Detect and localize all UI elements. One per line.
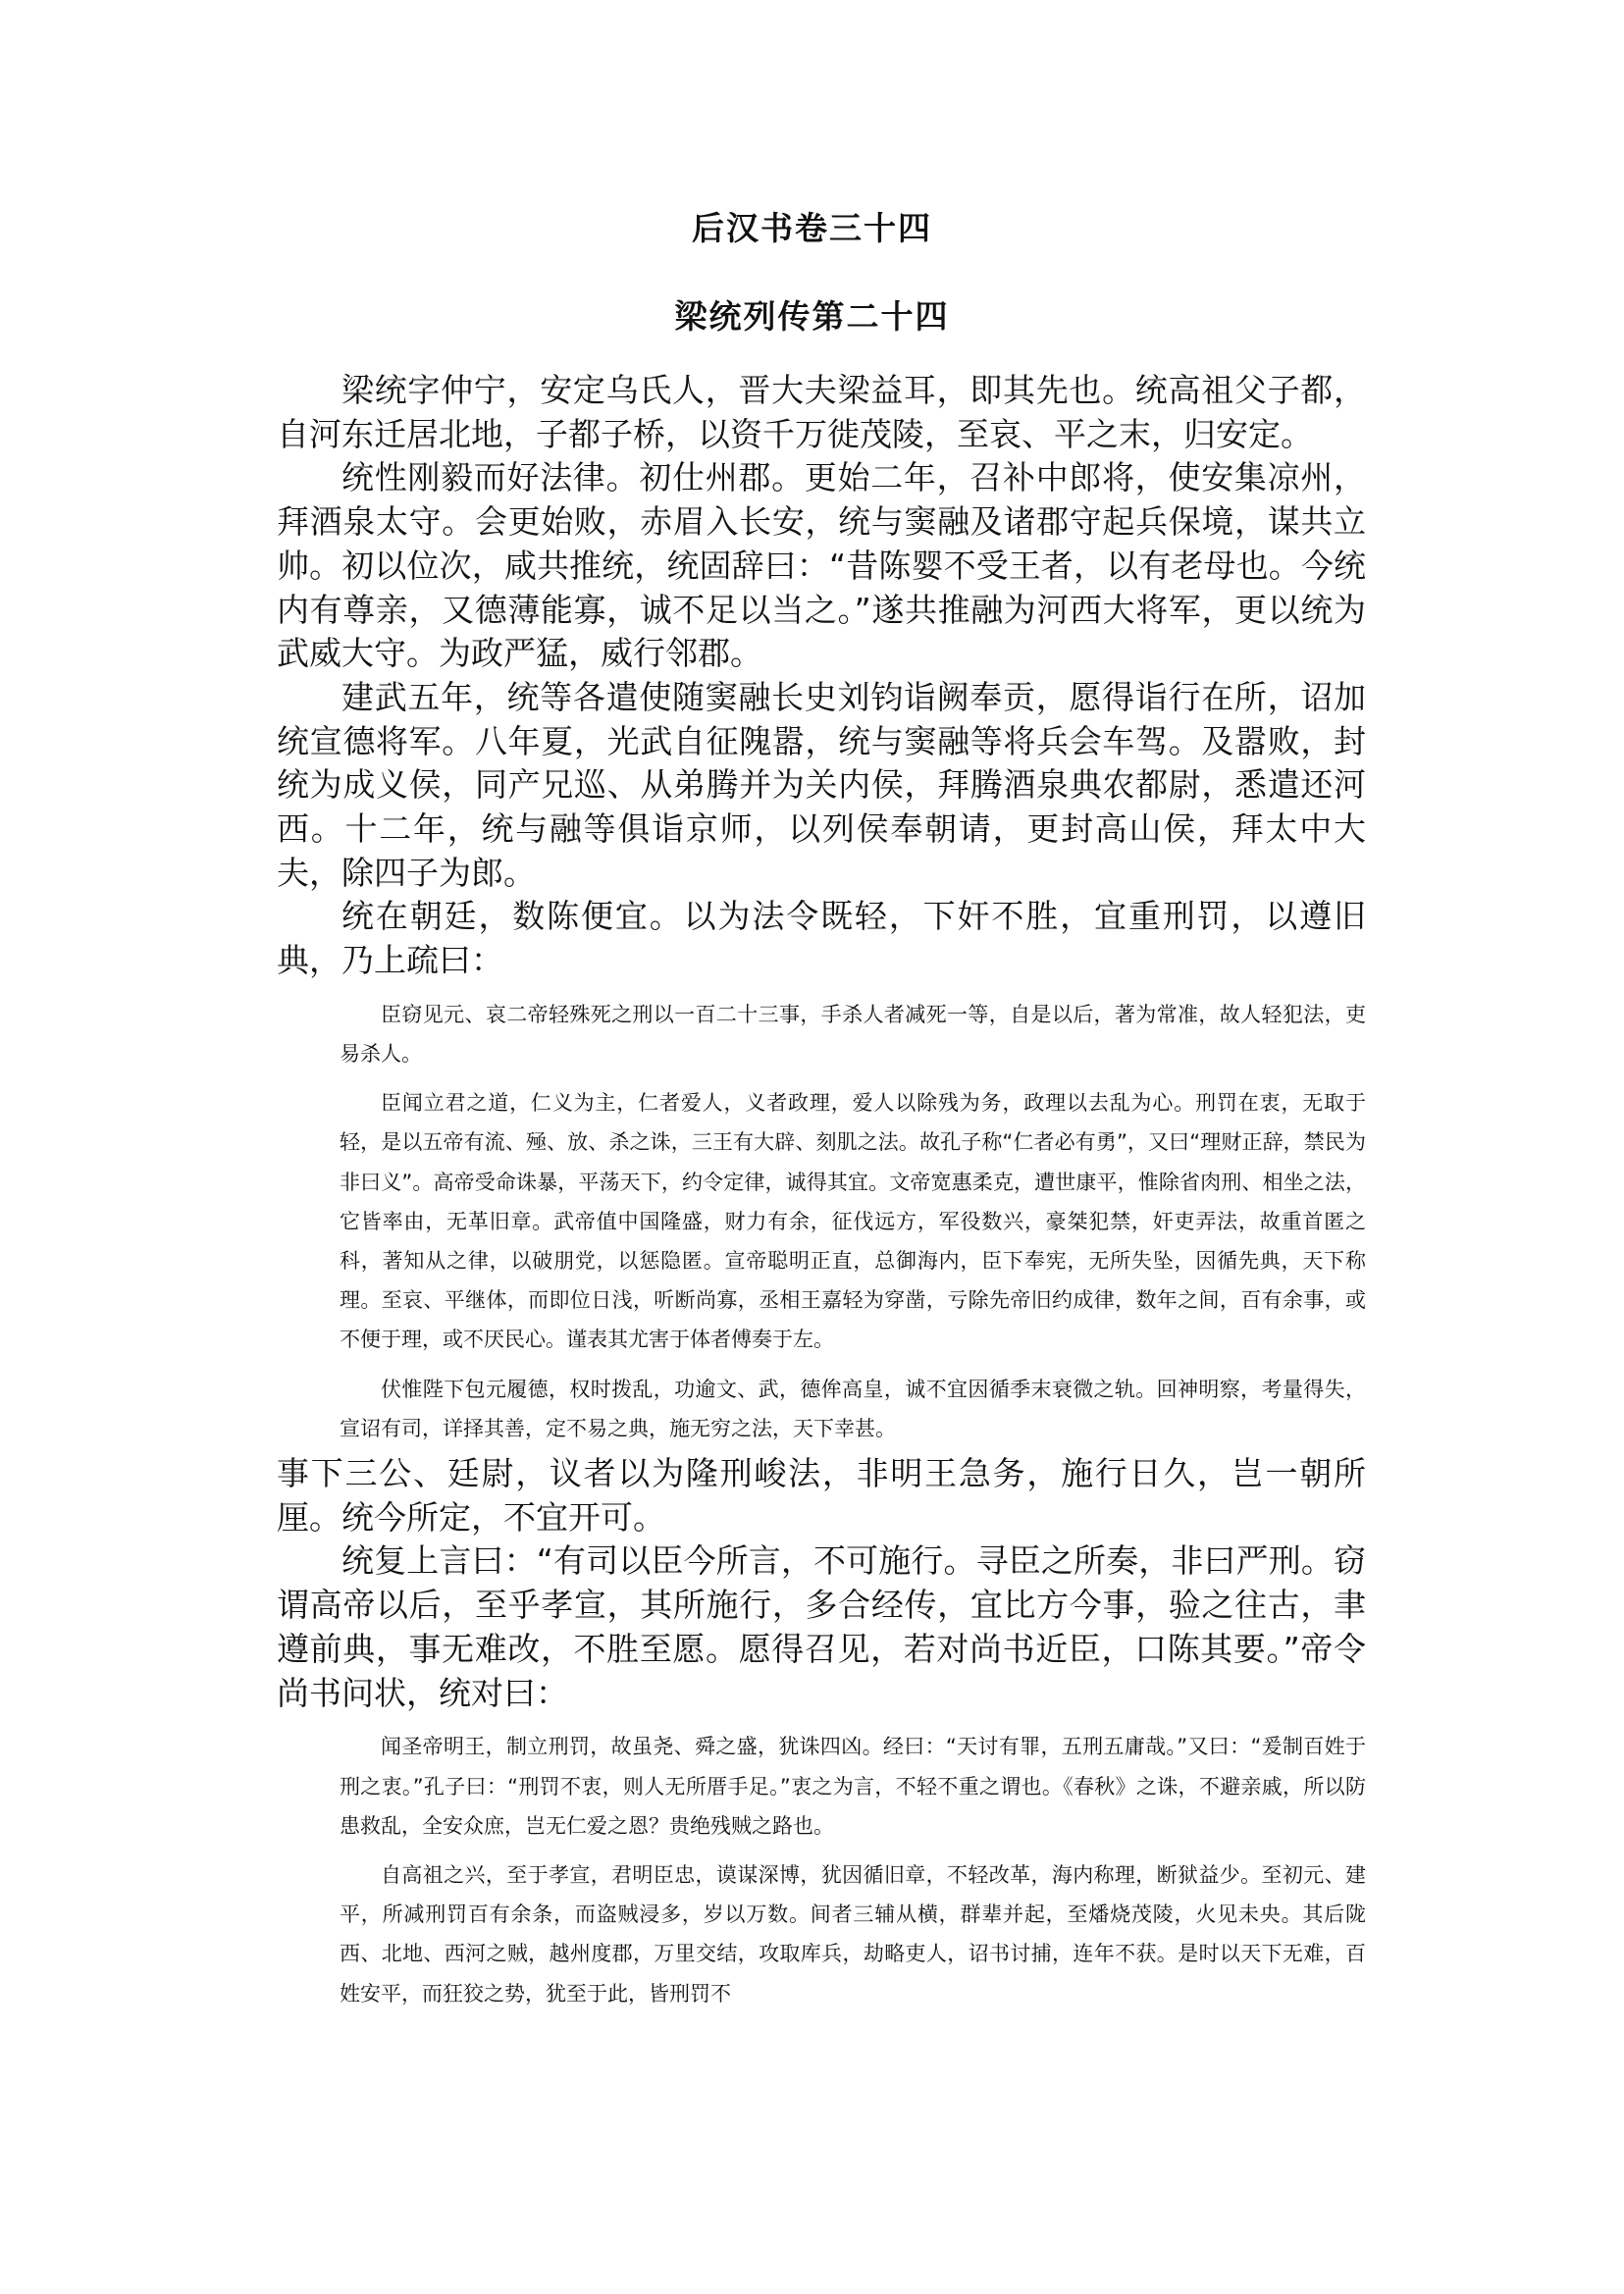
paragraph: 统复上言曰：“有司以臣今所言，不可施行。寻臣之所奏，非曰严刑。窃谓高帝以后，至乎孝宣，其所施行，多合经传，宜比方今事，验之往古，聿遵前典，事无难改，不胜至愿。愿得召见，若对尚书近臣，口陈其要。”帝令尚书问状，统对曰： (277, 1541, 1366, 1712)
paragraph: 统性刚毅而好法律。初仕州郡。更始二年，召补中郎将，使安集凉州，拜酒泉太守。会更始败，赤眉入长安，统与窦融及诸郡守起兵保境，谋共立帅。初以位次，咸共推统，统固辞曰：“昔陈婴不受王者，以有老母也。今统内有尊亲，又德薄能寡，诚不足以当之。”遂共推融为河西大将军，更以统为武威大守。为政严猛，威行邻郡。 (277, 458, 1366, 673)
paragraph: 建武五年，统等各遣使随窦融长史刘钧诣阙奉贡，愿得诣行在所，诏加统宣德将军。八年夏，光武自征隗嚣，统与窦融等将兵会车驾。及嚣败，封统为成义侯，同产兄巡、从弟腾并为关内侯，拜腾酒泉典农都尉，悉遣还河西。十二年，统与融等俱诣京师，以列侯奉朝请，更封高山侯，拜太中大夫，除四子为郎。 (277, 677, 1366, 892)
main-text (277, 369, 1366, 2013)
paragraph: 事下三公、廷尉，议者以为隆刑峻法，非明王急务，施行日久，岂一朝所厘。统今所定，不宜开可。 (277, 1454, 1366, 1537)
memorial-paragraph: 臣闻立君之道，仁义为主，仁者爱人，义者政理，爱人以除残为务，政理以去乱为心。刑罚在衷，无取于轻，是以五帝有流、殛、放、杀之诛，三王有大辟、刻肌之法。故孔子称“仁者必有勇”，又曰“理财正辞，禁民为非曰义”。高帝受命诛暴，平荡天下，约令定律，诚得其宜。文帝宽惠柔克，遭世康平，惟除省肉刑、相坐之法，它皆率由，无革旧章。武帝值中国隆盛，财力有余，征伐远方，军役数兴，豪桀犯禁，奸吏弄法，故重首匿之科，著知从之律，以破朋党，以惩隐匿。宣帝聪明正直，总御海内，臣下奉宪，无所失坠，因循先典，天下称理。至哀、平继体，而即位日浅，听断尚寡，丞相王嘉轻为穿凿，亏除先帝旧约成律，数年之间，百有余事，或不便于理，或不厌民心。谨表其尤害于体者傅奏于左。 (340, 1091, 1366, 1352)
memorial-paragraph: 闻圣帝明王，制立刑罚，故虽尧、舜之盛，犹诛四凶。经曰：“天讨有罪，五刑五庸哉。”又曰：“爰制百姓于刑之衷。”孔子曰：“刑罚不衷，则人无所厝手足。”衷之为言，不轻不重之谓也。《春秋》之诛，不避亲戚，所以防患救乱，全安众庶，岂无仁爱之恩？贵绝残贼之路也。 (340, 1735, 1366, 1838)
chapter-title: 梁统列传第二十四 (674, 297, 950, 336)
book-title: 后汉书卷三十四 (692, 209, 932, 247)
paragraph: 统在朝廷，数陈便宜。以为法令既轻，下奸不胜，宜重刑罚，以遵旧典，乃上疏曰： (277, 897, 1366, 980)
paragraph: 梁统字仲宁，安定乌氏人，晋大夫梁益耳，即其先也。统高祖父子都，自河东迁居北地，子都子桥，以资千万徙茂陵，至哀、平之末，归安定。 (277, 371, 1366, 453)
memorial-paragraph: 自高祖之兴，至于孝宣，君明臣忠，谟谋深博，犹因循旧章，不轻改革，海内称理，断狱益少。至初元、建平，所减刑罚百有余条，而盗贼浸多，岁以万数。间者三辅从横，群辈并起，至燔烧茂陵，火见未央。其后陇西、北地、西河之贼，越州度郡，万里交结，攻取库兵，劫略吏人，诏书讨捕，连年不获。是时以天下无难，百姓安平，而狂狡之势，犹至于此，皆刑罚不 (340, 1862, 1366, 2006)
memorial-paragraph: 臣窃见元、哀二帝轻殊死之刑以一百二十三事，手杀人者减死一等，自是以后，著为常准，故人轻犯法，吏易杀人。 (340, 1002, 1366, 1067)
memorial-paragraph: 伏惟陛下包元履德，权时拨乱，功逾文、武，德侔高皇，诚不宜因循季末衰微之轨。回神明察，考量得失，宣诏有司，详择其善，定不易之典，施无穷之法，天下幸甚。 (340, 1377, 1366, 1440)
